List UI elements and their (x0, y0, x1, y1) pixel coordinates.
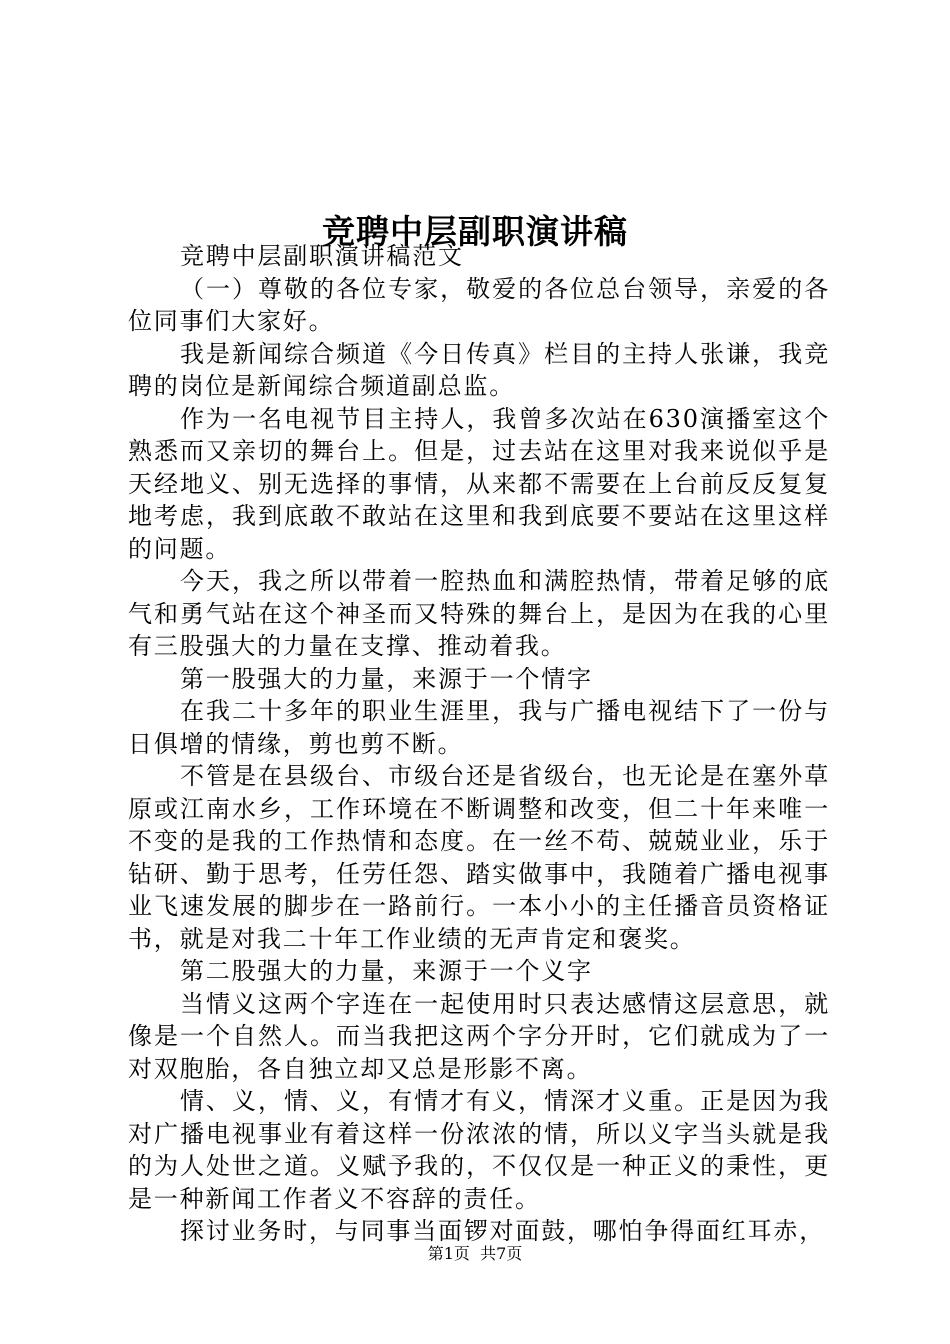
paragraph: 探讨业务时，与同事当面锣对面鼓，哪怕争得面红耳赤， (180, 1217, 825, 1245)
paragraph: 我是新闻综合频道《今日传真》栏目的主持人张谦，我竞聘的岗位是新闻综合频道副总监。 (128, 339, 830, 400)
paragraph: 竞聘中层副职演讲稿范文 (180, 242, 464, 270)
page-total: 共7页 (480, 1244, 523, 1263)
paragraph: 作为一名电视节目主持人，我曾多次站在630演播室这个熟悉而又亲切的舞台上。但是，过去站在这里对我来说似乎是天经地义、别无选择的事情，从来都不需要在上台前反反复复地考虑，我到底敢不敢站在这里和我到底要不要站在这里这样的问题。 (128, 404, 830, 563)
paragraph: 今天，我之所以带着一腔热血和满腔热情，带着足够的底气和勇气站在这个神圣而又特殊的舞台上，是因为在我的心里有三股强大的力量在支撑、推动着我。 (128, 567, 830, 660)
document-body (128, 240, 830, 1248)
paragraph: 情、义，情、义，有情才有义，情深才义重。正是因为我对广播电视事业有着这样一份浓浓的情，所以义字当头就是我的为人处世之道。义赋予我的，不仅仅是一种正义的秉性，更是一种新闻工作者义不容辞的责任。 (128, 1087, 830, 1213)
page-footer (0, 1243, 950, 1265)
paragraph: （一）尊敬的各位专家，敬爱的各位总台领导，亲爱的各位同事们大家好。 (128, 274, 830, 335)
paragraph: 当情义这两个字连在一起使用时只表达感情这层意思，就像是一个自然人。而当我把这两个字分开时，它们就成为了一对双胞胎，各自独立却又总是形影不离。 (128, 989, 830, 1083)
paragraph: 在我二十多年的职业生涯里，我与广播电视结下了一份与日俱增的情缘，剪也剪不断。 (128, 697, 830, 758)
page-number: 第1页 (427, 1244, 470, 1263)
section-heading: 第一股强大的力量，来源于一个情字 (180, 664, 593, 693)
document-title: 竞聘中层副职演讲稿 (322, 212, 628, 252)
paragraph: 不管是在县级台、市级台还是省级台，也无论是在塞外草原或江南水乡，工作环境在不断调整和改变，但二十年来唯一不变的是我的工作热情和态度。在一丝不苟、兢兢业业，乐于钻研、勤于思考，任劳任怨、踏实做事中，我随着广播电视事业飞速发展的脚步在一路前行。一本小小的主任播音员资格证书，就是对我二十年工作业绩的无声肯定和褒奖。 (128, 762, 830, 953)
section-heading: 第二股强大的力量，来源于一个义字 (180, 957, 593, 985)
footer-spacer (470, 1244, 480, 1263)
